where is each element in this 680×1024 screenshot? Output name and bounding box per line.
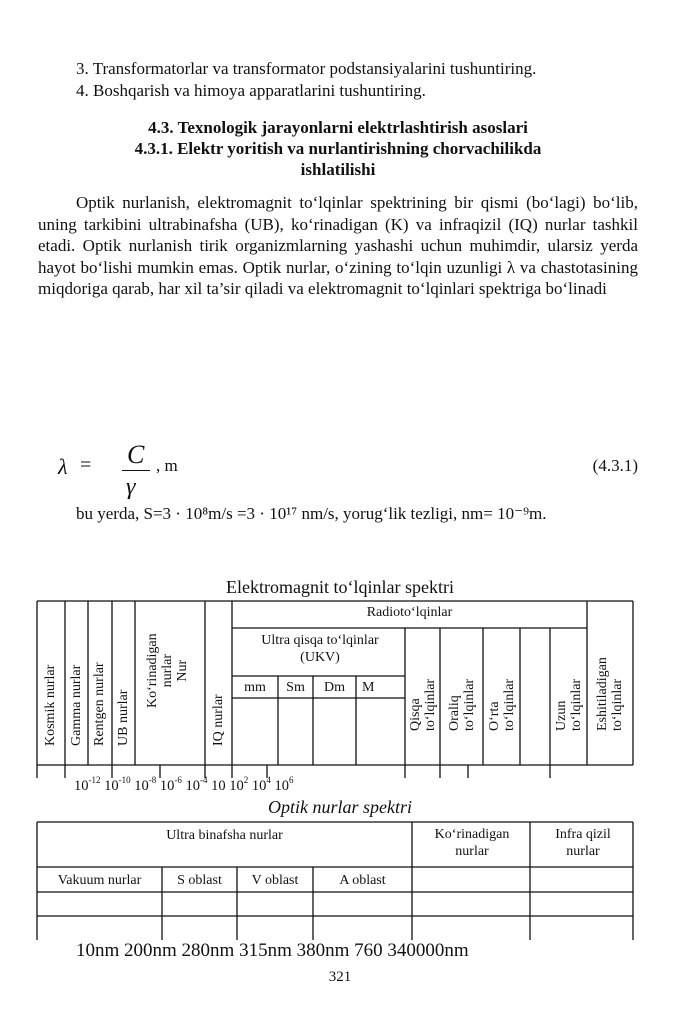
list-item-4: 4. Boshqarish va himoya apparatlarini tushuntiring. <box>76 80 426 100</box>
radio-header: Radioto‘lqinlar <box>366 605 453 620</box>
col-kosmik-label: Kosmik nurlar <box>43 664 58 746</box>
col-qisqa-label: Qisqa to‘lqinlar <box>407 678 438 731</box>
a-oblast-cell: A oblast <box>339 873 386 888</box>
formula-number: (4.3.1) <box>592 456 638 475</box>
formula-denominator: γ <box>126 474 136 500</box>
ukv-mm: mm <box>244 680 266 695</box>
list-item-3: 3. Transformatorlar va transformator podstansiyalarini tushuntiring. <box>76 59 537 78</box>
ukv-m: M <box>362 680 375 695</box>
fraction-bar <box>122 470 150 471</box>
vakuum-cell: Vakuum nurlar <box>57 873 142 888</box>
scale-tick: $10^2$ <box>229 775 249 794</box>
col-orta <box>483 628 520 765</box>
paragraph: Optik nurlanish, elektromagnit to‘lqinlar spektrining bir qismi (bo‘lagi) bo‘lib, uning tarkibini ultrabinafsha (UB), ko‘rinadigan (K) va infraqizil (IQ) nurlar tashkil etadi. Optik nurlanish tirik organizmlarning yashashi uchun muhimdir, ularsiz yerda hayot bo‘lishi mumkin emas. Optik nurlar, o‘zining to‘lqin uzunligi λ va chastotasining miqdoriga qarab, har xil ta’sir qiladi va elektromagnit to‘lqinlari spektriga bo‘linadi <box>38 193 638 298</box>
em-spectrum-caption: Elektromagnit to‘lqinlar spektri <box>226 577 454 597</box>
optical-spectrum-caption: Optik nurlar spektri <box>268 797 412 817</box>
col-orta-label: O‘rta to‘lqinlar <box>486 678 517 731</box>
scale-tick: $10^4$ <box>251 775 271 794</box>
formula-numerator: C <box>127 440 145 469</box>
formula-lambda: λ <box>58 454 68 479</box>
col-visible-label: Ko‘rinadigan nurlar Nur <box>145 633 190 708</box>
subsection-heading: 4.3.1. Elektr yoritish va nurlantirishning chorvachilikda ishlatilishi <box>134 139 542 179</box>
col-oraliq <box>440 628 483 765</box>
ukv-dm: Dm <box>324 680 345 695</box>
infra-header: Infra qizil nurlar <box>555 827 611 859</box>
ultra-violet-header: Ultra binafsha nurlar <box>166 828 283 843</box>
body-text <box>38 58 638 300</box>
scale-tick: $10^{-8}$ <box>134 775 157 794</box>
scale-tick: $10^{-10}$ <box>104 775 131 794</box>
col-oraliq-label: Oraliq to‘lqinlar <box>446 678 477 731</box>
scale-tick: 10 <box>211 778 226 794</box>
col-iq-label: IQ nurlar <box>210 694 226 746</box>
scale-tick: $10^{-4}$ <box>185 775 208 794</box>
col-rentgen-label: Rentgen nurlar <box>92 662 107 746</box>
scale-tick: $10^{-6}$ <box>159 775 182 794</box>
formula-unit: , m <box>156 456 178 475</box>
col-eshitiladigan-label: Eshitiladigan to‘lqinlar <box>595 657 625 731</box>
col-rentgen <box>88 601 112 765</box>
col-uzun <box>550 628 587 765</box>
formula-equals: = <box>80 454 92 476</box>
col-qisqa <box>405 628 440 765</box>
col-gamma <box>65 601 88 765</box>
col-ub-label: UB nurlar <box>115 689 131 746</box>
s-oblast-cell: S oblast <box>177 873 222 888</box>
col-kosmik <box>37 601 65 765</box>
col-ub <box>112 601 135 765</box>
col-eshitiladigan <box>587 601 633 765</box>
col-iq <box>205 601 232 765</box>
optical-scale: 10nm 200nm 280nm 315nm 380nm 760 340000nm <box>76 940 469 961</box>
page-number: 321 <box>328 969 352 985</box>
explanation: bu yerda, S=3 · 10⁸m/s =3 · 10¹⁷ nm/s, yorug‘lik tezligi, nm= 10⁻⁹m. <box>76 504 547 523</box>
formula <box>38 440 638 502</box>
scale-tick: $10^6$ <box>274 775 294 794</box>
col-gamma-label: Gamma nurlar <box>68 664 84 746</box>
v-oblast-cell: V oblast <box>251 873 299 888</box>
visible-header: Ko‘rinadigan nurlar <box>434 827 510 859</box>
col-uzun-label: Uzun to‘lqinlar <box>553 678 584 731</box>
ukv-header: Ultra qisqa to‘lqinlar (UKV) <box>261 633 379 665</box>
section-heading: 4.3. Texnologik jarayonlarni elektrlashtirish asoslari <box>148 118 528 137</box>
em-scale <box>74 775 294 795</box>
col-visible <box>135 601 205 765</box>
ukv-sm: Sm <box>286 680 305 695</box>
scale-tick: $10^{-12}$ <box>74 775 101 794</box>
